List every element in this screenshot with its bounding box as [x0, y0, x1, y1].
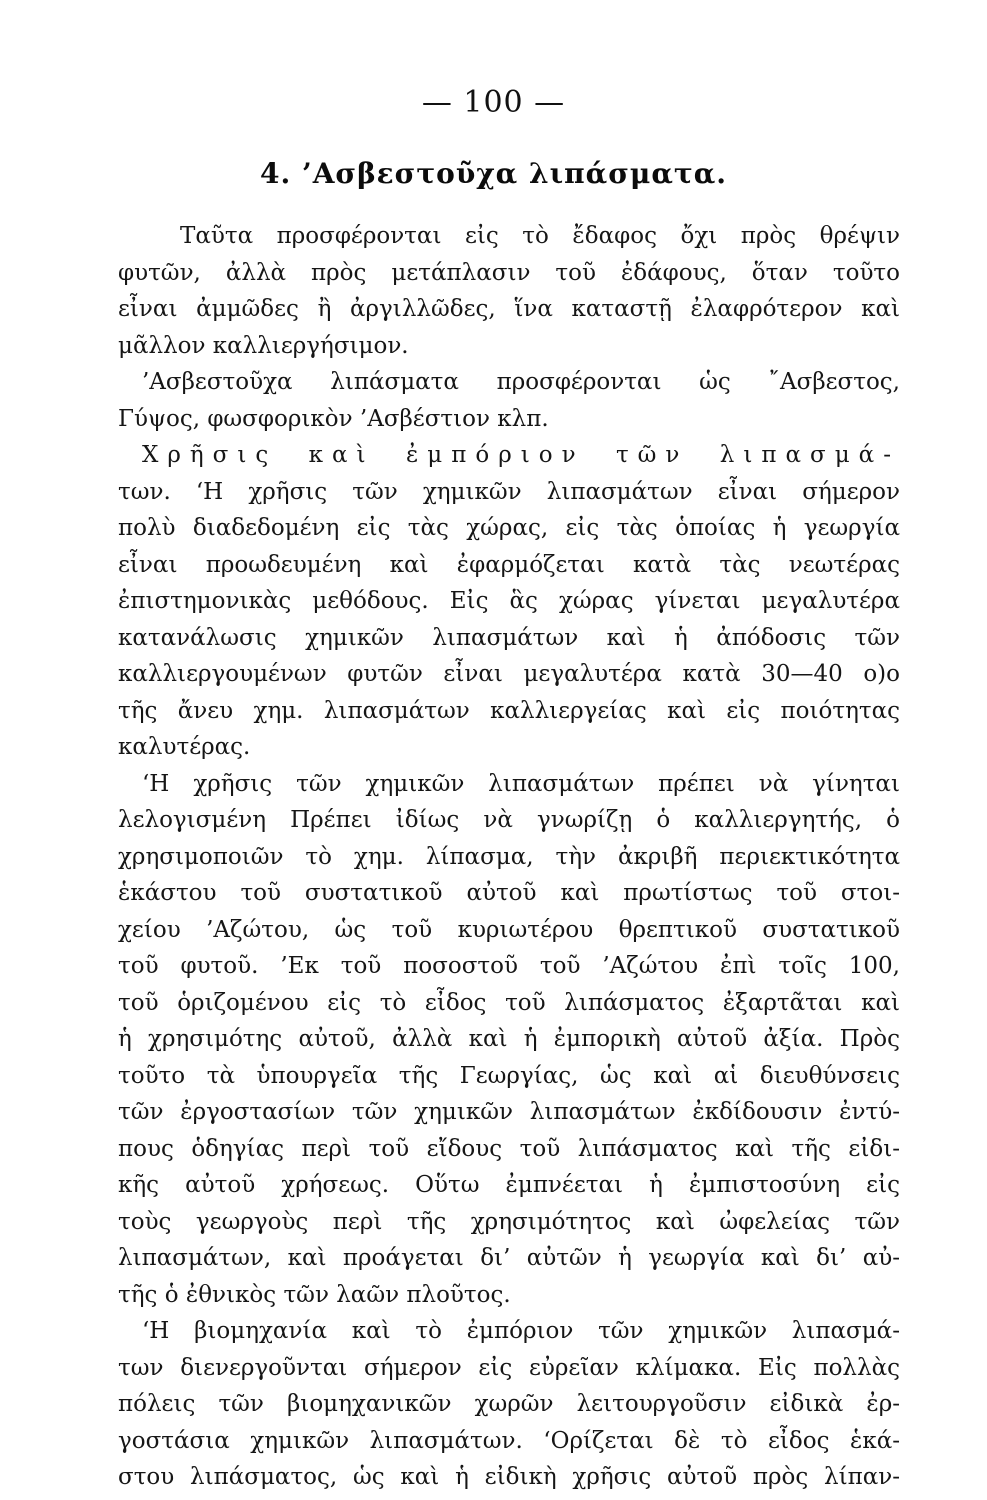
text-line: χρησιμοποιῶν τὸ χημ. λίπασμα, τὴν ἀκριβῆ περιεκτικότητα: [118, 843, 900, 870]
text-line: ἐπιστημονικὰς μεθόδους. Εἰς ἃς χώρας γίνεται μεγαλυτέρα: [118, 588, 900, 614]
text-line: τῆς ὁ ἐθνικὸς τῶν λαῶν πλοῦτος.: [118, 1281, 511, 1308]
text-line: των διενεργοῦνται σήμερον εἰς εὐρεῖαν κλίμακα. Εἰς πολλὰς: [118, 1354, 900, 1381]
section-title: 4. ’Ασβεστοῦχα λιπάσματα.: [259, 157, 728, 190]
text-line: λελογισμένη Πρέπει ἰδίως νὰ γνωρίζῃ ὁ καλλιεργητής, ὁ: [118, 807, 900, 833]
text-line: τῶν ἐργοστασίων τῶν χημικῶν λιπασμάτων ἐκδίδουσιν ἐντύ-: [118, 1099, 900, 1125]
text-line: ἡ χρησιμότης αὐτοῦ, ἀλλὰ καὶ ἡ ἐμπορικὴ αὐτοῦ ἀξία. Πρὸς: [118, 1026, 900, 1052]
text-line: φυτῶν, ἀλλὰ πρὸς μετάπλασιν τοῦ ἐδάφους, ὅταν τοῦτο: [118, 259, 900, 286]
text-line: ἑκάστου τοῦ συστατικοῦ αὐτοῦ καὶ πρωτίστως τοῦ στοι-: [118, 880, 900, 906]
text-line: ‘Η χρῆσις τῶν χημικῶν λιπασμάτων πρέπει νὰ γίνηται: [142, 770, 900, 797]
text-line: στου λιπάσματος, ὡς καὶ ἡ εἰδικὴ χρῆσις αὐτοῦ πρὸς λίπαν-: [118, 1464, 900, 1490]
body-text: [118, 218, 900, 1496]
text-line: ‘Η βιομηχανία καὶ τὸ ἐμπόριον τῶν χημικῶν λιπασμά-: [142, 1318, 900, 1344]
text-line: κῆς αὐτοῦ χρήσεως. Οὕτω ἐμπνέεται ἡ ἐμπιστοσύνη εἰς: [118, 1172, 900, 1198]
text-line: εἶναι ἀμμῶδες ἢ ἀργιλλῶδες, ἵνα καταστῇ ἐλαφρότερον καὶ: [118, 296, 900, 322]
text-line: καλυτέρας.: [118, 734, 251, 760]
text-line: τοῦ φυτοῦ. ’Εκ τοῦ ποσοστοῦ τοῦ ’Αζώτου ἐπὶ τοῖς 100,: [118, 953, 900, 979]
text-line: τοὺς γεωργοὺς περὶ τῆς χρησιμότητος καὶ ὠφελείας τῶν: [118, 1208, 900, 1235]
page-number: — 100 —: [421, 85, 566, 120]
text-line: γοστάσια χημικῶν λιπασμάτων. ‘Ορίζεται δὲ τὸ εἶδος ἑκά-: [118, 1427, 900, 1454]
text-line: μᾶλλον καλλιεργήσιμον.: [118, 332, 409, 359]
text-line: πους ὁδηγίας περὶ τοῦ εἴδους τοῦ λιπάσματος καὶ τῆς εἰδι-: [118, 1135, 900, 1162]
text-line: χείου ’Αζώτου, ὡς τοῦ κυριωτέρου θρεπτικοῦ συστατικοῦ: [118, 916, 900, 943]
text-line: καλλιεργουμένων φυτῶν εἶναι μεγαλυτέρα κατὰ 30—40 ο)ο: [118, 661, 900, 687]
text-line: Χρῆσις καὶ ἐμπόριον τῶν λιπασμά-: [142, 442, 900, 468]
text-line: Γύψος, φωσφορικὸν ’Ασβέστιον κλπ.: [118, 405, 549, 432]
text-line: των. ‘Η χρῆσις τῶν χημικῶν λιπασμάτων εἶναι σήμερον: [118, 478, 900, 505]
text-line: εἶναι προωδευμένη καὶ ἐφαρμόζεται κατὰ τὰς νεωτέρας: [118, 551, 900, 578]
text-line: λιπασμάτων, καὶ προάγεται δι’ αὐτῶν ἡ γεωργία καὶ δι’ αὐ-: [118, 1245, 900, 1271]
text-line: τῆς ἄνευ χημ. λιπασμάτων καλλιεργείας καὶ εἰς ποιότητας: [118, 697, 900, 724]
text-line: πολὺ διαδεδομένη εἰς τὰς χώρας, εἰς τὰς ὁποίας ἡ γεωργία: [118, 515, 900, 541]
text-line: Ταῦτα προσφέρονται εἰς τὸ ἔδαφος ὄχι πρὸς θρέψιν: [180, 223, 900, 249]
text-line: τοῦ ὁριζομένου εἰς τὸ εἶδος τοῦ λιπάσματος ἐξαρτᾶται καὶ: [118, 989, 900, 1016]
text-line: κατανάλωσις χημικῶν λιπασμάτων καὶ ἡ ἀπόδοσις τῶν: [118, 624, 900, 651]
text-line: ’Ασβεστοῦχα λιπάσματα προσφέρονται ὡς ῎Ασβεστος,: [142, 369, 900, 395]
text-line: πόλεις τῶν βιομηχανικῶν χωρῶν λειτουργοῦσιν εἰδικὰ ἐρ-: [118, 1391, 900, 1417]
text-line: τοῦτο τὰ ὑπουργεῖα τῆς Γεωργίας, ὡς καὶ αἱ διευθύνσεις: [118, 1062, 900, 1089]
